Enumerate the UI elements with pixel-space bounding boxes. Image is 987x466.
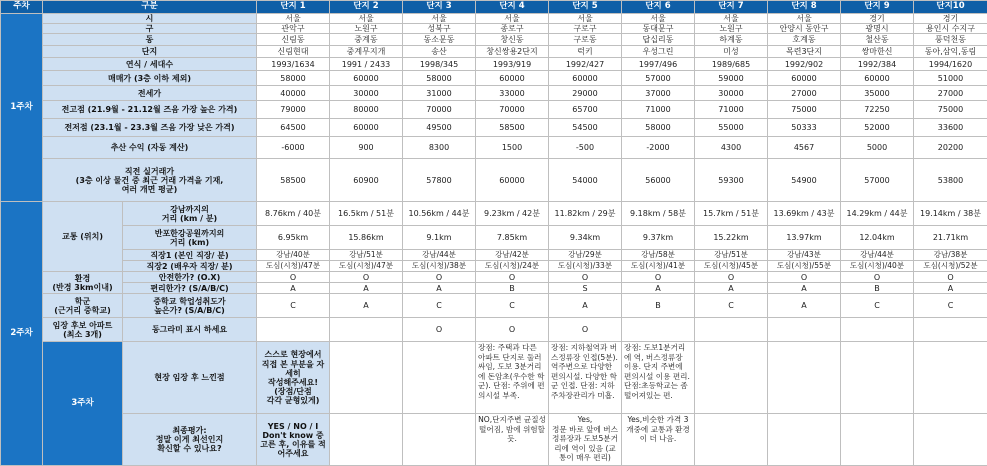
value-cell: 하계동 [695,34,768,46]
value-cell: 33600 [914,119,987,137]
value-cell: A [914,283,987,294]
value-cell: 1993/1634 [257,58,330,71]
value-cell: O [476,272,549,283]
value-cell: 서울 [476,14,549,24]
row-label-profit: 추산 수익 (자동 계산) [43,137,257,159]
value-cell: 64500 [257,119,330,137]
value-cell: C [257,294,330,318]
value-cell: 경기 [914,14,987,24]
row-env-conv [1,283,987,294]
value-cell: 신림현대 [257,46,330,58]
value-cell: O [914,272,987,283]
value-cell: 서울 [330,14,403,24]
value-cell: 72250 [841,101,914,119]
row-label-low: 전저점 (23.1월 - 23.3월 즈음 가장 낮은 가격) [43,119,257,137]
value-cell: 강남/51분 [330,250,403,261]
value-cell: 동소문동 [403,34,476,46]
week-3-label: 3주차 [43,342,123,466]
value-cell: B [841,283,914,294]
value-cell: 광명시 [841,24,914,34]
value-cell: 창신동 [476,34,549,46]
value-cell: 53800 [914,159,987,202]
value-cell: S [549,283,622,294]
value-cell: O [768,272,841,283]
value-cell: 1993/919 [476,58,549,71]
value-cell: 11.82km / 29분 [549,202,622,226]
value-cell: 15.22km [695,226,768,250]
value-cell: 종로구 [476,24,549,34]
value-cell: 답십리동 [622,34,695,46]
value-cell: A [403,283,476,294]
header-row [1,1,987,14]
value-cell: B [622,294,695,318]
value-cell: 우성그린 [622,46,695,58]
value-cell: 9.23km / 42분 [476,202,549,226]
value-cell: 강남/29분 [549,250,622,261]
final-cell: Yes, 정문 바로 앞에 버스정류장과 도보5분거리에 역이 있음 (교통이 매우 편리) [549,414,622,466]
value-cell: O [476,318,549,342]
note-cell [841,342,914,414]
row-sale [1,71,987,86]
value-cell: 16.5km / 51분 [330,202,403,226]
value-cell: -6000 [257,137,330,159]
value-cell: A [695,283,768,294]
value-cell [914,318,987,342]
row-label-gu: 구 [43,24,257,34]
header-complex: 단지 2 [330,1,403,14]
value-cell: 27000 [914,86,987,101]
value-cell [330,318,403,342]
label-gangnam-distance: 강남까지의 거리 (km / 분) [123,202,257,226]
value-cell: 60000 [841,71,914,86]
row-label-sale: 매매가 (3층 이하 제외) [43,71,257,86]
label-visit: 스스로 현장에서 직접 본 부분을 자세히 작성해주세요! (장점/단점 각각 균형있게) [257,342,330,414]
value-cell: 서울 [257,14,330,24]
value-cell: 57800 [403,159,476,202]
group-visit: 현장 임장 후 느낀점 [123,342,257,414]
label-convenient: 편리한가? (S/A/B/C) [123,283,257,294]
value-cell: 도심(시청)/45분 [695,261,768,272]
value-cell: 70000 [476,101,549,119]
value-cell: 30000 [695,86,768,101]
row-visit [1,342,987,414]
final-cell [403,414,476,466]
value-cell: 미성 [695,46,768,58]
row-traffic-gangnam [1,202,987,226]
value-cell: O [549,272,622,283]
row-label-high: 전고점 (21.9월 - 21.12월 즈음 가장 높은 가격) [43,101,257,119]
value-cell: 도심(시청)/24분 [476,261,549,272]
value-cell: 신림동 [257,34,330,46]
value-cell: 55000 [695,119,768,137]
value-cell: 성북구 [403,24,476,34]
value-cell: 1997/496 [622,58,695,71]
value-cell: 4567 [768,137,841,159]
value-cell: 강남/42분 [476,250,549,261]
row-high [1,101,987,119]
value-cell: 60000 [476,71,549,86]
value-cell: 도심(시청)/33분 [549,261,622,272]
value-cell: 구로구 [549,24,622,34]
value-cell: O [403,272,476,283]
value-cell: 서울 [622,14,695,24]
value-cell: 강남/43분 [768,250,841,261]
value-cell: O [403,318,476,342]
value-cell: A [768,294,841,318]
row-gu [1,24,987,34]
row-si [1,14,987,24]
group-candidate: 임장 후보 아파트 (최소 3개) [43,318,123,342]
value-cell: 8300 [403,137,476,159]
value-cell: 49500 [403,119,476,137]
value-cell [841,318,914,342]
note-cell [695,342,768,414]
value-cell: 13.69km / 43분 [768,202,841,226]
value-cell: 58500 [257,159,330,202]
value-cell: 풍덕천동 [914,34,987,46]
row-candidate [1,318,987,342]
value-cell: 60000 [330,71,403,86]
value-cell: 노원구 [695,24,768,34]
value-cell: 8.76km / 40분 [257,202,330,226]
row-low [1,119,987,137]
header-complex: 단지 4 [476,1,549,14]
value-cell: 52000 [841,119,914,137]
note-cell: 장점: 지하철역과 버스정류장 인접(5분). 역주변으로 다양한 편의시설. 다양한 학군 인접. 단점: 지하주차장관리가 미흡. [549,342,622,414]
value-cell: 58500 [476,119,549,137]
row-label-si: 시 [43,14,257,24]
value-cell: 75000 [768,101,841,119]
value-cell: 도심(시청)/52분 [914,261,987,272]
value-cell: -500 [549,137,622,159]
value-cell: C [841,294,914,318]
value-cell: O [549,318,622,342]
value-cell: 목련3단지 [768,46,841,58]
header-complex: 단지 9 [841,1,914,14]
note-cell [330,342,403,414]
value-cell: 19.14km / 38분 [914,202,987,226]
value-cell: 4300 [695,137,768,159]
final-cell: Yes,비슷한 가격 3개중에 교통과 환경이 더 나음. [622,414,695,466]
value-cell: 서울 [549,14,622,24]
label-candidate: 동그라미 표시 하세요 [123,318,257,342]
label-safe: 안전한가? (O.X) [123,272,257,283]
value-cell: 15.86km [330,226,403,250]
week-2-label: 2주차 [1,202,43,466]
value-cell: 철산동 [841,34,914,46]
value-cell: 9.37km [622,226,695,250]
final-cell [695,414,768,466]
value-cell: 57000 [622,71,695,86]
value-cell: 도심(시청)/47분 [257,261,330,272]
group-environment: 환경 (반경 3km이내) [43,272,123,294]
value-cell: 51000 [914,71,987,86]
value-cell: 쌍마한신 [841,46,914,58]
note-cell [768,342,841,414]
value-cell: 10.56km / 44분 [403,202,476,226]
value-cell: 71000 [622,101,695,119]
final-cell [914,414,987,466]
row-traffic-job1 [1,250,987,261]
value-cell: 60000 [476,159,549,202]
value-cell: 9.1km [403,226,476,250]
value-cell: 노원구 [330,24,403,34]
value-cell: 29000 [549,86,622,101]
value-cell: 7.85km [476,226,549,250]
value-cell: 54000 [549,159,622,202]
value-cell: 33000 [476,86,549,101]
value-cell: 13.97km [768,226,841,250]
value-cell: 도심(시청)/41분 [622,261,695,272]
value-cell: 강남/44분 [403,250,476,261]
header-complex: 단지 1 [257,1,330,14]
value-cell: 1992/384 [841,58,914,71]
value-cell: O [622,272,695,283]
label-job2: 직장2 (배우자 직장/ 분) [123,261,257,272]
value-cell: 54900 [768,159,841,202]
value-cell: 1994/1620 [914,58,987,71]
value-cell: 58000 [257,71,330,86]
value-cell: 21.71km [914,226,987,250]
row-final [1,414,987,466]
value-cell: 강남/51분 [695,250,768,261]
value-cell [695,318,768,342]
note-cell: 장점: 주택과 다른 아파트 단지로 둘러싸임, 도보 3분거리에 돈암초(우수한 학군). 단점: 주위에 편의시설 부족. [476,342,549,414]
value-cell: 35000 [841,86,914,101]
value-cell: B [476,283,549,294]
header-complex: 단지 6 [622,1,695,14]
value-cell: 도심(시청)/55분 [768,261,841,272]
value-cell: 관악구 [257,24,330,34]
row-recent [1,159,987,202]
value-cell: 럭키 [549,46,622,58]
group-final: 최종평가: 정말 이게 최선인지 확신할 수 있나요? [123,414,257,466]
value-cell: A [330,294,403,318]
value-cell: 1500 [476,137,549,159]
value-cell: C [695,294,768,318]
row-year [1,58,987,71]
group-traffic: 교통 (위치) [43,202,123,272]
value-cell: 서울 [695,14,768,24]
value-cell: 동대문구 [622,24,695,34]
value-cell: C [403,294,476,318]
value-cell: 14.29km / 44분 [841,202,914,226]
row-traffic-job2 [1,261,987,272]
value-cell: 80000 [330,101,403,119]
value-cell: 용인시 수지구 [914,24,987,34]
value-cell: A [549,294,622,318]
group-school: 학군 (근거리 중학교) [43,294,123,318]
value-cell: -2000 [622,137,695,159]
row-traffic-hangang [1,226,987,250]
value-cell: O [257,272,330,283]
label-hangang-distance: 반포한강공원까지의 거리 (km) [123,226,257,250]
value-cell: 도심(시청)/47분 [330,261,403,272]
value-cell: 서울 [403,14,476,24]
value-cell: 60900 [330,159,403,202]
value-cell: 65700 [549,101,622,119]
label-job1: 직장1 (본인 직장/ 분) [123,250,257,261]
value-cell: 강남/44분 [841,250,914,261]
value-cell: 30000 [330,86,403,101]
row-label-dong: 동 [43,34,257,46]
value-cell: 1992/902 [768,58,841,71]
value-cell: 59000 [695,71,768,86]
header-complex: 단지 8 [768,1,841,14]
label-school: 중학교 학업성취도가 높은가? (S/A/B/C) [123,294,257,318]
row-jeonse [1,86,987,101]
value-cell: 50333 [768,119,841,137]
value-cell: 900 [330,137,403,159]
header-complex: 단지 5 [549,1,622,14]
value-cell: A [257,283,330,294]
final-cell [841,414,914,466]
value-cell: 안양시 동안구 [768,24,841,34]
value-cell: 75000 [914,101,987,119]
value-cell: 5000 [841,137,914,159]
value-cell: 31000 [403,86,476,101]
row-danji [1,46,987,58]
value-cell: 9.18km / 58분 [622,202,695,226]
value-cell: 9.34km [549,226,622,250]
value-cell [768,318,841,342]
value-cell [257,318,330,342]
value-cell: 서울 [768,14,841,24]
value-cell: 1998/345 [403,58,476,71]
value-cell: O [695,272,768,283]
header-week: 주차 [1,1,43,14]
label-final: YES / NO / I Don't know 중 고른 후, 이유를 적어주세요 [257,414,330,466]
row-profit [1,137,987,159]
value-cell: 강남/38분 [914,250,987,261]
value-cell: 37000 [622,86,695,101]
value-cell: 56000 [622,159,695,202]
row-label-danji: 단지 [43,46,257,58]
value-cell: 강남/58분 [622,250,695,261]
header-complex: 단지 7 [695,1,768,14]
final-cell [768,414,841,466]
value-cell: 경기 [841,14,914,24]
value-cell: 동아,삼익,동림 [914,46,987,58]
value-cell: A [622,283,695,294]
value-cell: 도심(시청)/38분 [403,261,476,272]
row-label-jeonse: 전세가 [43,86,257,101]
header-category: 구분 [43,1,257,14]
value-cell: A [768,283,841,294]
value-cell: 40000 [257,86,330,101]
header-complex: 단지 3 [403,1,476,14]
row-dong [1,34,987,46]
value-cell [622,318,695,342]
value-cell: 도심(시청)/40분 [841,261,914,272]
value-cell: 호계동 [768,34,841,46]
value-cell: 60000 [549,71,622,86]
row-label-year: 연식 / 세대수 [43,58,257,71]
value-cell: 54500 [549,119,622,137]
note-cell: 장점: 도보1분거리에 역, 버스정류장 이용. 단지 주변에 편의시설 이용 편리. 단점:초등학교는 좀 떨어져있는 편. [622,342,695,414]
value-cell: 60000 [768,71,841,86]
value-cell: 1989/685 [695,58,768,71]
header-complex: 단지10 [914,1,987,14]
value-cell: O [841,272,914,283]
value-cell: 창신쌍용2단지 [476,46,549,58]
value-cell: 15.7km / 51분 [695,202,768,226]
value-cell: 구로동 [549,34,622,46]
value-cell: 70000 [403,101,476,119]
value-cell: 강남/40분 [257,250,330,261]
value-cell: O [330,272,403,283]
value-cell: A [330,283,403,294]
final-cell [330,414,403,466]
value-cell: 27000 [768,86,841,101]
value-cell: 57000 [841,159,914,202]
value-cell: 송산 [403,46,476,58]
value-cell: 59300 [695,159,768,202]
row-env-safe [1,272,987,283]
value-cell: 12.04km [841,226,914,250]
value-cell: 58000 [622,119,695,137]
value-cell: 중계무지개 [330,46,403,58]
value-cell: 중계동 [330,34,403,46]
row-label-recent: 직전 실거래가 (3층 이상 물건 중 최근 거래 가격을 기재, 여러 개면 평균) [43,159,257,202]
value-cell: C [476,294,549,318]
value-cell: 58000 [403,71,476,86]
value-cell: 60000 [330,119,403,137]
value-cell: 1992/427 [549,58,622,71]
row-school [1,294,987,318]
value-cell: 71000 [695,101,768,119]
note-cell [914,342,987,414]
final-cell: NO,단지주변 균질성 떨어짐, 밤에 위험할 듯. [476,414,549,466]
value-cell: C [914,294,987,318]
value-cell: 20200 [914,137,987,159]
note-cell [403,342,476,414]
value-cell: 1991 / 2433 [330,58,403,71]
week-1-label: 1주차 [1,14,43,202]
value-cell: 79000 [257,101,330,119]
value-cell: 6.95km [257,226,330,250]
